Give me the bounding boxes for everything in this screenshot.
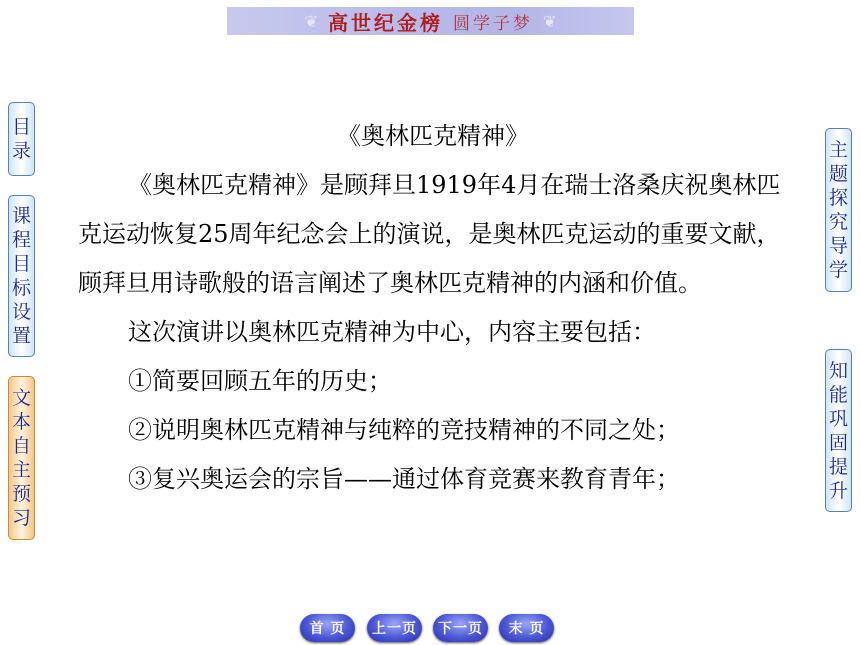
- next-page-button[interactable]: 下一页: [433, 614, 488, 642]
- tab-char: 置: [11, 325, 31, 347]
- tab-char: 究: [828, 211, 848, 233]
- tab-knowledge-consolidation[interactable]: [825, 349, 852, 512]
- tab-char: 题: [828, 163, 848, 185]
- summary-paragraph: 这次演讲以奥林匹克精神为中心，内容主要包括：: [128, 318, 656, 346]
- tab-char: 目: [11, 253, 31, 275]
- tab-char: 导: [828, 235, 848, 257]
- list-item: ②说明奥林匹克精神与纯粹的竞技精神的不同之处；: [128, 416, 680, 444]
- tab-char: 本: [11, 411, 31, 433]
- tab-char: 课: [11, 205, 31, 227]
- header-banner: [227, 7, 634, 35]
- tab-char: 主: [828, 139, 848, 161]
- tab-course-goals[interactable]: [8, 195, 35, 357]
- tab-char: 能: [828, 383, 848, 406]
- tab-theme-inquiry[interactable]: [825, 128, 852, 292]
- tab-char: 设: [11, 301, 31, 323]
- tab-char: 提: [828, 455, 848, 478]
- tab-char: 固: [828, 431, 848, 454]
- first-page-button[interactable]: 首 页: [300, 614, 355, 642]
- tab-char: 主: [11, 459, 31, 481]
- brand-logo-text: 高世纪金榜: [328, 10, 443, 35]
- tab-char: 巩: [828, 407, 848, 430]
- tab-char: 目: [11, 116, 31, 138]
- tab-char: 标: [11, 277, 31, 299]
- ornament-icon: ❦: [304, 11, 318, 31]
- list-item: ①简要回顾五年的历史；: [128, 367, 392, 395]
- tab-text-preview[interactable]: [8, 376, 35, 540]
- prev-page-button[interactable]: 上一页: [367, 614, 422, 642]
- tab-char: 习: [11, 507, 31, 529]
- tab-char: 知: [828, 359, 848, 382]
- tab-char: 学: [828, 259, 848, 281]
- tab-char: 升: [828, 479, 848, 502]
- last-page-button[interactable]: 末 页: [499, 614, 554, 642]
- brand-slogan: 圆学子梦: [453, 13, 533, 34]
- tab-char: 文: [11, 387, 31, 409]
- intro-paragraph: 《奥林匹克精神》是顾拜旦1919年4月在瑞士洛桑庆祝奥林匹克运动恢复25周年纪念会上的演说，是奥林匹克运动的重要文献，顾拜旦用诗歌般的语言阐述了奥林匹克精神的内涵和价值。: [78, 171, 781, 297]
- ornament-icon: ❦: [543, 11, 557, 31]
- list-item: ③复兴奥运会的宗旨——通过体育竞赛来教育青年；: [128, 465, 680, 493]
- tab-char: 录: [11, 140, 31, 162]
- main-content: [78, 112, 788, 504]
- tab-char: 预: [11, 483, 31, 505]
- tab-char: 程: [11, 229, 31, 251]
- tab-contents[interactable]: [8, 102, 35, 176]
- tab-char: 探: [828, 187, 848, 209]
- tab-char: 自: [11, 435, 31, 457]
- page-title: 《奥林匹克精神》: [337, 122, 529, 150]
